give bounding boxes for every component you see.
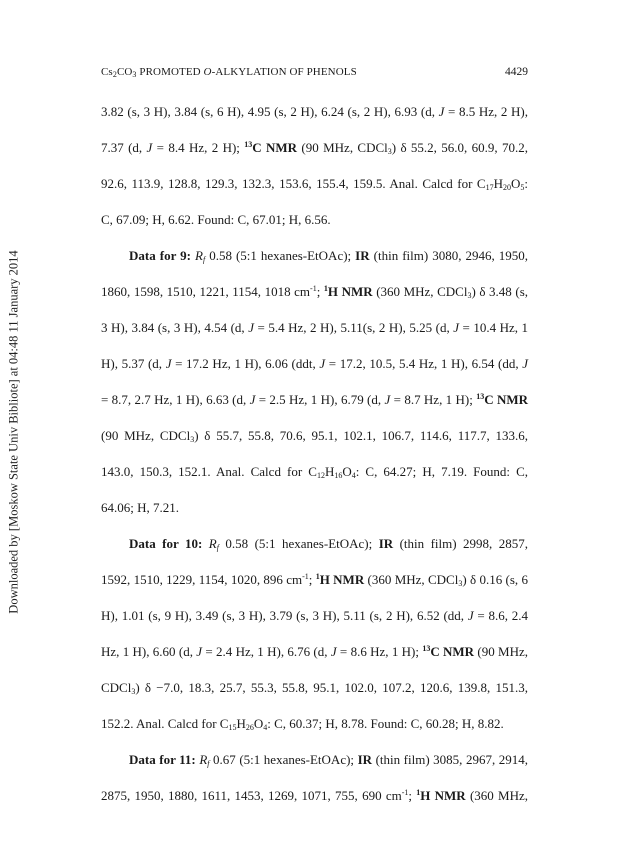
text-line: Data for 10: $R_f$ 0.58 (5:1 hexanes-EtOAc); IR (thin film) 2998, 2857, bbox=[129, 536, 528, 552]
text-line: 3.82 (s, 3 H), 3.84 (s, 6 H), 4.95 (s, 2 H), 6.24 (s, 2 H), 6.93 (d, J = 8.5 Hz, 2 H), bbox=[101, 104, 528, 119]
text-line: H), 1.01 (s, 9 H), 3.49 (s, 3 H), 3.79 (s, 3 H), 5.11 (s, 2 H), 6.52 (dd, J = 8.6, 2.4 bbox=[101, 608, 528, 623]
running-header bbox=[101, 63, 528, 81]
text-line: Data for 11: $R_f$ 0.67 (5:1 hexanes-EtOAc); IR (thin film) 3085, 2967, 2914, bbox=[129, 752, 529, 768]
text-line: H), 5.37 (d, J = 17.2 Hz, 1 H), 6.06 (ddt, J = 17.2, 10.5, 5.4 Hz, 1 H), 6.54 (dd, J bbox=[101, 356, 529, 371]
text-line: 143.0, 150.3, 152.1. Anal. Calcd for $C_{12}H_{16}O_4$: C, 64.27; H, 7.19. Found: C, bbox=[101, 464, 528, 480]
text-line: 2875, 1950, 1880, 1611, 1453, 1269, 1071, 755, 690 $cm^{-1}$; $^1$H NMR (360 MHz, bbox=[101, 788, 528, 803]
text-line: CDCl$_3$) δ −7.0, 18.3, 25.7, 55.3, 55.8, 95.1, 102.0, 107.2, 120.6, 139.8, 151.3, bbox=[101, 680, 528, 696]
article-body bbox=[101, 94, 528, 814]
text-line: = 8.7, 2.7 Hz, 1 H), 6.63 (d, J = 2.5 Hz, 1 H), 6.79 (d, J = 8.7 Hz, 1 H); $^{13}$C NMR bbox=[101, 392, 529, 407]
text-line: 3 H), 3.84 (s, 3 H), 4.54 (d, J = 5.4 Hz, 2 H), 5.11(s, 2 H), 5.25 (d, J = 10.4 Hz, 1 bbox=[101, 320, 528, 335]
text-line: C, 67.09; H, 6.62. Found: C, 67.01; H, 6.56. bbox=[101, 212, 331, 227]
download-watermark-text: Downloaded by [Moskow State Univ Bibliote] at 04:48 11 January 2014 bbox=[6, 250, 21, 614]
text-line: 7.37 (d, J = 8.4 Hz, 2 H); $^{13}$C NMR (90 MHz, CDCl$_3$) δ 55.2, 56.0, 60.9, 70.2, bbox=[101, 140, 528, 156]
text-line: Data for 9: $R_f$ 0.58 (5:1 hexanes-EtOAc); IR (thin film) 3080, 2946, 1950, bbox=[129, 248, 529, 264]
text-line: 92.6, 113.9, 128.8, 129.3, 132.3, 153.6, 155.4, 159.5. Anal. Calcd for $C_{17}H_{20}O_5$: bbox=[101, 176, 528, 192]
page-number: 4429 bbox=[505, 66, 528, 78]
text-line: 1860, 1598, 1510, 1221, 1154, 1018 $cm^{-1}$; $^1$H NMR (360 MHz, CDCl$_3$) δ 3.48 (s, bbox=[101, 284, 529, 300]
text-line: 1592, 1510, 1229, 1154, 1020, 896 $cm^{-1}$; $^1$H NMR (360 MHz, CDCl$_3$) δ 0.16 (s, 6 bbox=[101, 572, 528, 588]
running-title: $Cs_2CO_3$ PROMOTED O-ALKYLATION OF PHENOLS bbox=[101, 66, 357, 79]
text-line: 64.06; H, 7.21. bbox=[101, 500, 179, 515]
text-line: 152.2. Anal. Calcd for $C_{15}H_{26}O_4$: C, 60.37; H, 8.78. Found: C, 60.28; H, 8.82. bbox=[101, 716, 504, 732]
text-line: Hz, 1 H), 6.60 (d, J = 2.4 Hz, 1 H), 6.76 (d, J = 8.6 Hz, 1 H); $^{13}$C NMR (90 MHz, bbox=[101, 644, 528, 659]
download-watermark bbox=[0, 0, 30, 864]
text-line: (90 MHz, CDCl$_3$) δ 55.7, 55.8, 70.6, 95.1, 102.1, 106.7, 114.6, 117.7, 133.6, bbox=[101, 428, 528, 444]
